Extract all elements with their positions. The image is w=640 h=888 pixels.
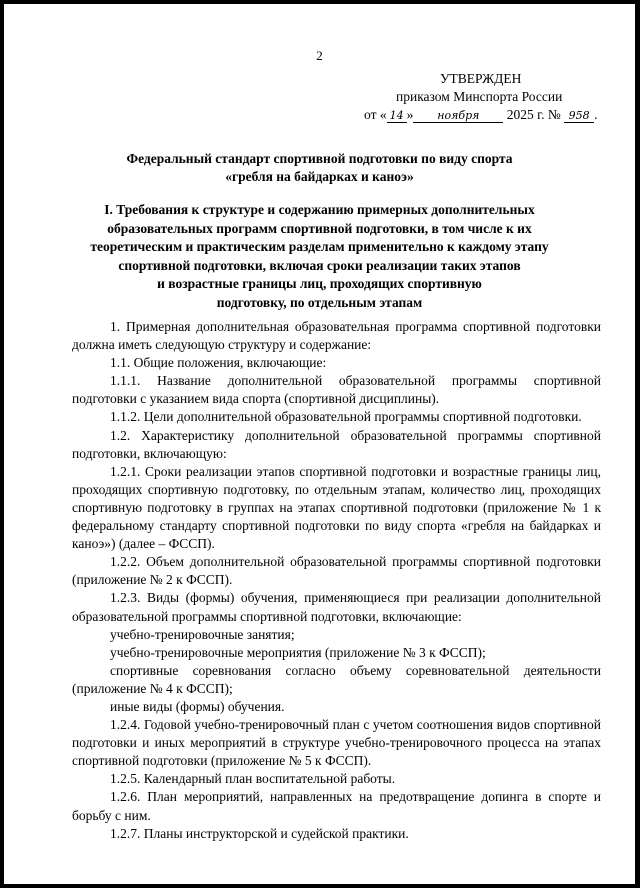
paragraph: 1.2.7. Планы инструкторской и судейской практики. xyxy=(110,825,409,841)
page-number: 2 xyxy=(316,48,323,63)
handwritten-month: ноября xyxy=(413,109,503,123)
paragraph: 1.2.4. Годовой учебно-тренировочный план с учетом соотношения видов спортивной подготовки и иных мероприятий в структуре учебно-тренировочного процесса на этапах спортивной подготовки (приложение № 5 к ФССП). xyxy=(72,717,601,769)
section-heading-line: теоретическим и практическим разделам применительно к каждому этапу xyxy=(90,239,549,254)
paragraph: 1.2.3. Виды (формы) обучения, применяющиеся при реализации дополнительной образовательной программы спортивной подготовки, включающие: xyxy=(72,590,601,624)
paragraph: учебно-тренировочные занятия; xyxy=(110,626,295,642)
date-mid: » xyxy=(406,107,414,122)
handwritten-order-number: 958 xyxy=(564,109,594,123)
paragraph: 1.1.1. Название дополнительной образовательной программы спортивной подготовки с указанием вида спорта (спортивной дисциплины). xyxy=(72,373,601,407)
paragraph: учебно-тренировочные мероприятия (приложение № 3 к ФССП); xyxy=(110,644,486,660)
paragraph: 1.1. Общие положения, включающие: xyxy=(110,355,327,371)
paragraph: иные виды (формы) обучения. xyxy=(110,698,285,714)
paragraph: 1.2.1. Сроки реализации этапов спортивной подготовки и возрастные границы лиц, проходящих спортивную подготовку, по отдельным этапам, количество лиц, проходящих спортивную подготовку в группах на этапах спортивной подготовки (приложение № 1 к федеральному стандарту спортивной подготовки по виду спорта «гребля на байдарках и каноэ») (далее – ФССП). xyxy=(72,463,601,552)
handwritten-day: 14 xyxy=(387,109,407,123)
approval-order-line: приказом Минспорта России xyxy=(396,89,563,104)
date-end: . xyxy=(594,107,598,122)
paragraph: 1.1.2. Цели дополнительной образовательной программы спортивной подготовки. xyxy=(110,409,582,425)
paragraph: 1. Примерная дополнительная образовательная программа спортивной подготовки должна иметь следующую структуру и содержание: xyxy=(72,319,601,353)
year-text: 2025 г. № xyxy=(506,107,561,122)
approval-date-line xyxy=(364,106,614,124)
title-line: Федеральный стандарт спортивной подготовки по виду спорта xyxy=(126,151,513,166)
document-title xyxy=(4,150,635,186)
title-line: «гребля на байдарках и каноэ» xyxy=(225,169,414,184)
document-body xyxy=(72,318,601,843)
paragraph: 1.2. Характеристику дополнительной образовательной программы спортивной подготовки, включающую: xyxy=(72,427,601,461)
section-heading xyxy=(4,201,635,312)
date-prefix: от « xyxy=(364,107,387,122)
section-heading-line: подготовку, по отдельным этапам xyxy=(216,294,423,310)
paragraph: спортивные соревнования согласно объему соревновательной деятельности (приложение № 4 к ФССП); xyxy=(72,662,601,696)
paragraph: 1.2.5. Календарный план воспитательной работы. xyxy=(110,771,396,787)
section-heading-line: I. Требования к структуре и содержанию примерных дополнительных xyxy=(104,202,535,217)
section-heading-line: образовательных программ спортивной подготовки, в том числе к их xyxy=(107,220,532,236)
paragraph: 1.2.6. План мероприятий, направленных на предотвращение допинга в спорте и борьбу с ним. xyxy=(72,789,601,823)
approval-block xyxy=(364,70,614,124)
section-heading-line: спортивной подготовки, включая сроки реализации таких этапов xyxy=(118,257,521,273)
section-heading-line: и возрастные границы лиц, проходящих спортивную xyxy=(157,276,482,291)
document-page xyxy=(4,4,635,884)
approval-title: УТВЕРЖДЕН xyxy=(440,71,522,86)
paragraph: 1.2.2. Объем дополнительной образовательной программы спортивной подготовки (приложение № 2 к ФССП). xyxy=(72,554,601,588)
